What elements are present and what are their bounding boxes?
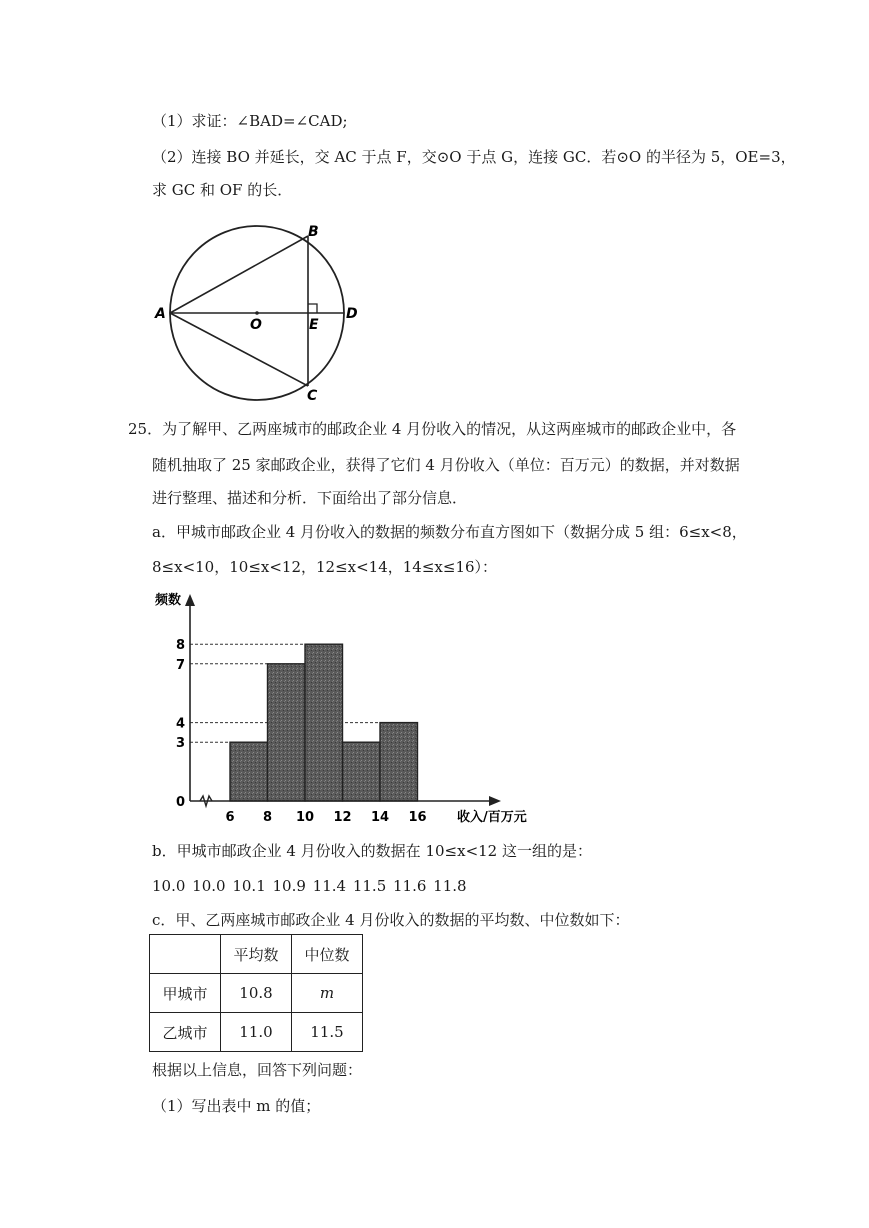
q25-sub1: （1）写出表中 m 的值； bbox=[152, 1097, 321, 1115]
q25-b-line: b．甲城市邮政企业 4 月份收入的数据在 10≤x<12 这一组的是： bbox=[152, 842, 592, 860]
segment-ab bbox=[170, 236, 308, 313]
q24-part2-line1: （2）连接 BO 并延长，交 AC 于点 F，交⊙O 于点 G，连接 GC．若⊙O 的半径为 5，OE=3， bbox=[152, 148, 796, 166]
segment-ac bbox=[170, 313, 308, 386]
table-cell: 乙城市 bbox=[150, 1013, 221, 1052]
y-tick-label: 7 bbox=[176, 657, 186, 673]
y-axis-arrow bbox=[185, 594, 195, 606]
histogram-bar bbox=[230, 742, 268, 801]
label-a: A bbox=[155, 306, 166, 322]
x-tick-label: 6 bbox=[225, 810, 235, 825]
q25-b-data: 10.0 10.0 10.1 10.9 11.4 11.5 11.6 11.8 bbox=[152, 877, 467, 895]
table-cell: 甲城市 bbox=[150, 974, 221, 1013]
table-cell: m bbox=[292, 974, 363, 1013]
q25-line1: 25．为了解甲、乙两座城市的邮政企业 4 月份收入的情况，从这两座城市的邮政企业中，各 bbox=[128, 420, 737, 438]
q25-a-line1: a．甲城市邮政企业 4 月份收入的数据的频数分布直方图如下（数据分成 5 组：6≤x<8， bbox=[152, 523, 747, 541]
table-row bbox=[150, 1013, 363, 1052]
q24-part1: （1）求证：∠BAD=∠CAD; bbox=[152, 112, 348, 130]
q24-part2-line2: 求 GC 和 OF 的长． bbox=[152, 181, 293, 199]
stats-table bbox=[149, 934, 363, 1052]
q25-a-line2: 8≤x<10，10≤x<12，12≤x<14，14≤x≤16）： bbox=[152, 558, 498, 576]
x-tick-label: 12 bbox=[333, 810, 352, 825]
y-tick-label: 0 bbox=[176, 795, 186, 810]
q25-line2: 随机抽取了 25 家邮政企业，获得了它们 4 月份收入（单位：百万元）的数据，并对数据 bbox=[152, 456, 740, 474]
histogram-bar bbox=[268, 664, 306, 801]
histogram-bar bbox=[305, 644, 343, 801]
label-d: D bbox=[346, 306, 358, 322]
table-cell: 10.8 bbox=[221, 974, 292, 1013]
histogram-bar bbox=[343, 742, 381, 801]
table-header-cell: 中位数 bbox=[292, 935, 363, 974]
table-cell: 11.0 bbox=[221, 1013, 292, 1052]
y-tick-label: 8 bbox=[176, 638, 186, 654]
table-row bbox=[150, 974, 363, 1013]
center-dot bbox=[255, 311, 259, 315]
y-axis-label: 频数 bbox=[155, 593, 182, 608]
y-tick-label: 3 bbox=[176, 736, 186, 752]
x-axis-arrow bbox=[489, 796, 501, 806]
label-e: E bbox=[309, 317, 319, 333]
circle-figure bbox=[150, 214, 370, 414]
histogram-chart bbox=[145, 588, 565, 828]
x-tick-label: 10 bbox=[295, 810, 315, 825]
label-c: C bbox=[307, 388, 318, 404]
table-header-cell: 平均数 bbox=[221, 935, 292, 974]
histogram-bar bbox=[380, 723, 418, 801]
q25-after-table: 根据以上信息，回答下列问题： bbox=[152, 1061, 363, 1079]
label-o: O bbox=[250, 317, 262, 333]
q25-line3: 进行整理、描述和分析．下面给出了部分信息． bbox=[152, 489, 468, 507]
table-header-cell bbox=[150, 935, 221, 974]
table-header-row bbox=[150, 935, 363, 974]
q25-c-line: c．甲、乙两座城市邮政企业 4 月份收入的数据的平均数、中位数如下： bbox=[152, 911, 630, 929]
right-angle-mark bbox=[308, 304, 317, 313]
x-tick-label: 16 bbox=[408, 810, 427, 825]
x-tick-label: 8 bbox=[262, 810, 273, 825]
y-tick-label: 4 bbox=[176, 716, 186, 732]
x-tick-label: 14 bbox=[370, 810, 390, 825]
table-cell: 11.5 bbox=[292, 1013, 363, 1052]
x-axis-label: 收入/百万元 bbox=[457, 810, 527, 825]
label-b: B bbox=[308, 224, 319, 240]
